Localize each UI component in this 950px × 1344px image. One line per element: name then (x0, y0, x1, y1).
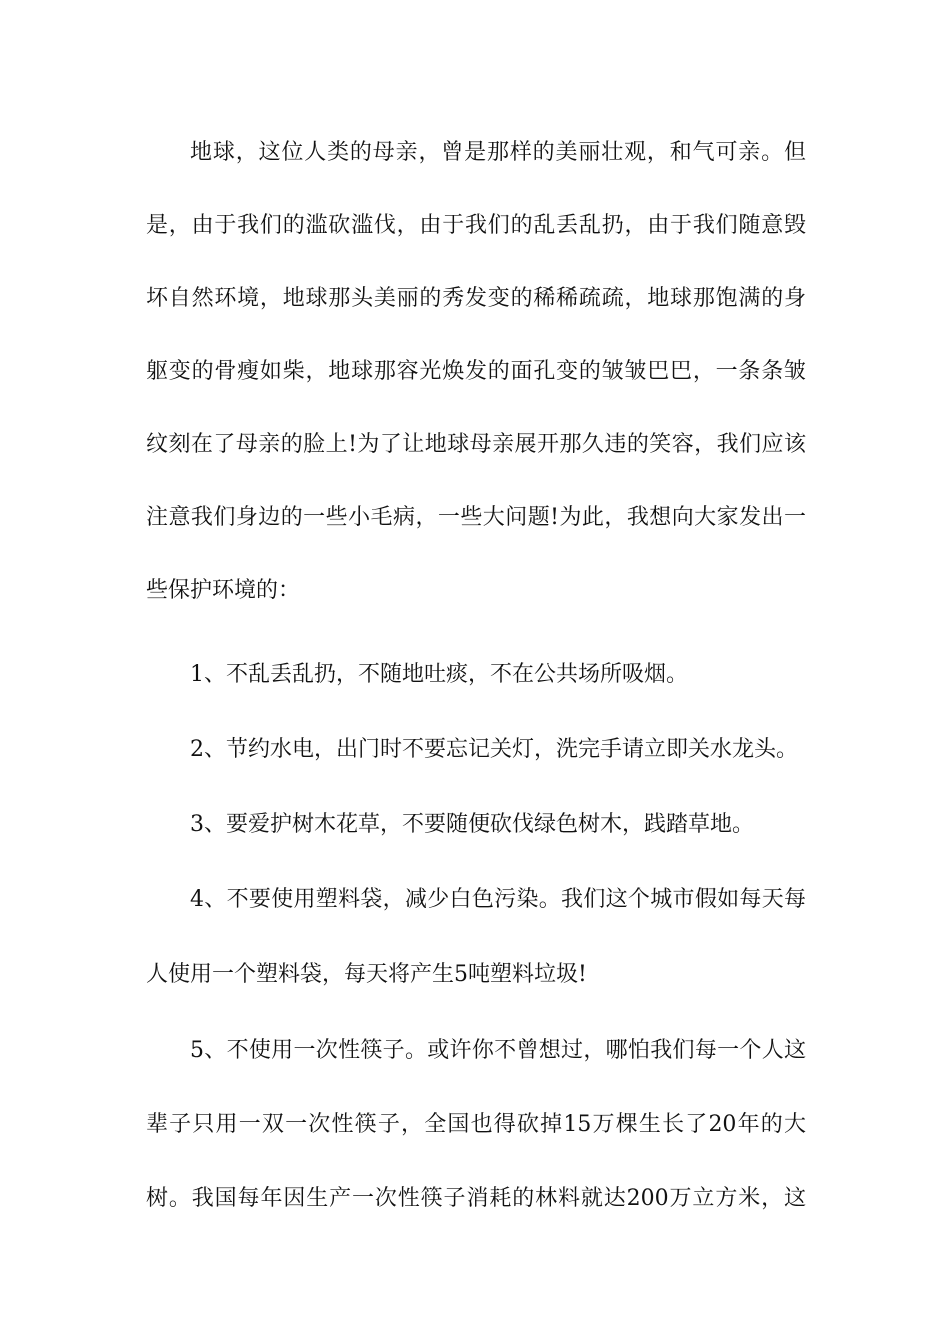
paragraph-intro-line-7: 些保护环境的： (146, 578, 301, 603)
list-item-5-line-2: 辈子只用一双一次性筷子，全国也得砍掉15万棵生长了20年的大 (146, 1112, 806, 1137)
list-item-4-line-2: 人使用一个塑料袋，每天将产生5吨塑料垃圾! (146, 962, 587, 987)
list-item-3: 3、要爱护树木花草，不要随便砍伐绿色树木，践踏草地。 (190, 812, 754, 837)
list-item-5-line-1: 5、不使用一次性筷子。或许你不曾想过，哪怕我们每一个人这 (190, 1038, 806, 1063)
list-item-1: 1、不乱丢乱扔，不随地吐痰，不在公共场所吸烟。 (190, 662, 688, 687)
paragraph-intro-line-6: 注意我们身边的一些小毛病，一些大问题!为此，我想向大家发出一 (146, 505, 806, 530)
paragraph-intro-line-5: 纹刻在了母亲的脸上!为了让地球母亲展开那久违的笑容，我们应该 (146, 432, 806, 457)
paragraph-intro-line-2: 是，由于我们的滥砍滥伐，由于我们的乱丢乱扔，由于我们随意毁 (146, 213, 806, 238)
paragraph-intro-line-1: 地球，这位人类的母亲，曾是那样的美丽壮观，和气可亲。但 (190, 140, 806, 165)
paragraph-intro-line-3: 坏自然环境，地球那头美丽的秀发变的稀稀疏疏，地球那饱满的身 (146, 286, 806, 311)
list-item-2: 2、节约水电，出门时不要忘记关灯，洗完手请立即关水龙头。 (190, 737, 798, 762)
paragraph-intro-line-4: 躯变的骨瘦如柴，地球那容光焕发的面孔变的皱皱巴巴，一条条皱 (146, 359, 806, 384)
list-item-5-line-3: 树。我国每年因生产一次性筷子消耗的林料就达200万立方米，这 (146, 1186, 806, 1211)
list-item-4-line-1: 4、不要使用塑料袋，减少白色污染。我们这个城市假如每天每 (190, 887, 806, 912)
